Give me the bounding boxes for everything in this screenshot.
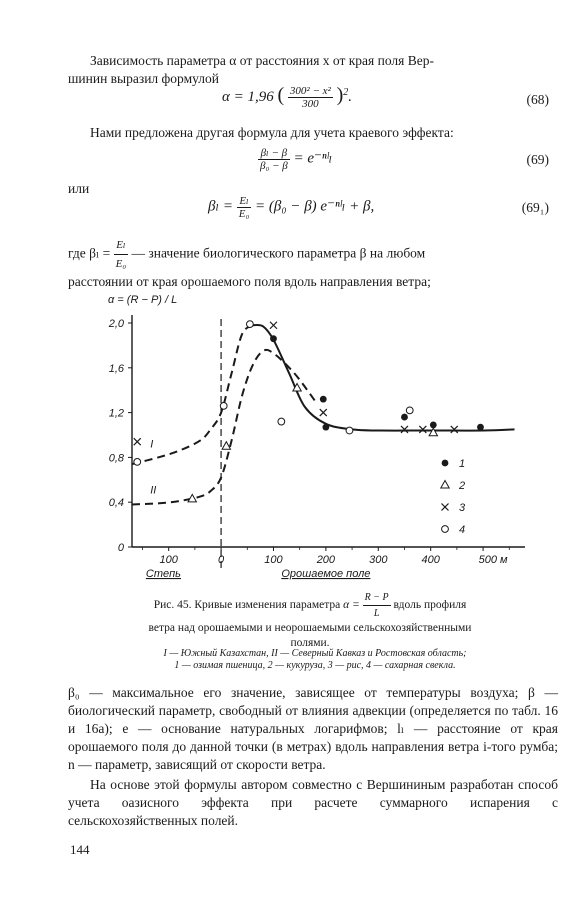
where-prefix: где βₗ = <box>68 245 111 261</box>
x-tick-label: 500 м <box>478 554 508 566</box>
x-tick-label: 0 <box>218 554 225 566</box>
eq68-lhs: α = 1,96 <box>222 89 274 105</box>
data-point-type-1 <box>322 424 329 431</box>
data-point-type-3 <box>134 438 141 445</box>
data-point-type-4 <box>406 407 413 414</box>
data-point-type-1 <box>320 396 327 403</box>
where-fraction <box>114 236 129 273</box>
eq69-fraction <box>258 146 290 172</box>
eq691-rhs: = (β₀ − β) e⁻ⁿˡₗ + β, <box>255 198 375 215</box>
y-tick-label: 1,6 <box>108 362 124 375</box>
data-point-type-1 <box>270 335 277 342</box>
eq691-number: (69₁) <box>521 200 549 215</box>
caption-alpha-fraction <box>363 590 391 621</box>
eq68-denominator: 300 <box>302 98 319 111</box>
data-point-type-4 <box>220 402 227 409</box>
data-point-type-4 <box>278 418 285 425</box>
figure-legend-note <box>100 648 530 672</box>
data-point-type-4 <box>247 321 254 328</box>
y-tick-label: 0,4 <box>108 497 124 510</box>
legend-label-4: 4 <box>459 524 466 536</box>
caption-line-2: ветра над орошаемыми и неорошаемыми сельскохозяйственными <box>148 622 472 634</box>
x-tick-label: 400 <box>421 554 440 566</box>
x-tick-label: 100 <box>159 554 178 566</box>
legend-marker-1 <box>442 460 449 467</box>
caption-line-3: полями. <box>290 637 330 649</box>
eq69-numerator: βₗ − β <box>258 146 290 160</box>
note-line-2: 1 — озимая пшеница, 2 — кукуруза, 3 — рис, 4 — сахарная свекла. <box>174 660 456 671</box>
curve-I-solid <box>253 325 515 431</box>
caption-alpha-den: L <box>373 608 380 619</box>
eq691-fraction <box>237 194 252 220</box>
legend-marker-3 <box>442 504 449 511</box>
legend-label-1: 1 <box>459 458 466 470</box>
intro-line-2: шинин выразил формулой <box>68 71 219 86</box>
eq68-number: (68) <box>526 92 549 107</box>
data-point-type-3 <box>270 322 277 329</box>
intro-line-1: Зависимость параметра α от расстояния x от края поля Вер- <box>90 53 434 68</box>
caption-line-1b: вдоль профиля <box>393 599 467 612</box>
page-number: 144 <box>70 842 90 857</box>
y-tick-label: 2,0 <box>108 318 124 330</box>
region-label-irrigated: Орошаемое поле <box>281 568 371 580</box>
data-point-type-3 <box>320 409 327 416</box>
data-point-type-4 <box>346 427 353 434</box>
y-tick-label: 1,2 <box>108 407 124 420</box>
data-point-type-1 <box>401 414 408 421</box>
eq68-fraction <box>288 85 333 110</box>
data-point-type-3 <box>451 426 458 433</box>
curve-label-II: II <box>150 484 157 497</box>
eq691-lhs: βₗ = <box>208 198 233 215</box>
caption-alpha-num: R − P <box>363 590 391 606</box>
body-paragraph-1: β₀ — максимальное его значение, зависящее от температуры воздуха; β — биологический параметр, свободный от влияния адвекции (определяется по табл. 16 и 16а); e — основание натуральных логарифмов; lₗ — расстояние от края орошаемого поля до данной точки (в метрах) вдоль направления ветра i-того румба; n — параметр, зависящий от скорости ветра. <box>68 685 558 772</box>
data-point-type-2 <box>429 428 437 436</box>
eq68-numerator: 300² − x² <box>289 85 331 98</box>
intro-paragraph <box>68 52 548 88</box>
where-numerator: Eₗ <box>114 236 129 255</box>
where-line-1: — значение биологического параметра β на любом <box>131 245 426 261</box>
data-point-type-4 <box>134 458 141 465</box>
y-tick-label: 0,8 <box>108 452 124 465</box>
proposal-paragraph: Нами предложена другая формула для учета краевого эффекта: <box>90 125 454 140</box>
legend-label-2: 2 <box>459 480 466 492</box>
figure-45-chart <box>80 285 540 585</box>
curve-II <box>132 350 315 505</box>
data-point-type-3 <box>401 426 408 433</box>
data-point-type-2 <box>188 494 196 502</box>
curve-label-I: I <box>150 438 154 451</box>
x-tick-label: 100 <box>264 554 283 566</box>
data-point-type-2 <box>222 442 230 450</box>
data-point-type-1 <box>477 424 484 431</box>
eq69-rhs: = e⁻ⁿˡₗ <box>293 150 333 167</box>
y-axis-label: α = (R − P) / L <box>108 294 178 306</box>
eq691-numerator: Eₗ <box>237 194 252 208</box>
equation-69 <box>258 146 332 172</box>
note-line-1: I — Южный Казахстан, II — Северный Кавказ и Ростовская область; <box>163 648 467 659</box>
eq68-power: 2 <box>343 87 349 98</box>
eq69-denominator: β₀ − β <box>260 160 288 172</box>
where-paragraph <box>68 236 558 291</box>
legend-label-3: 3 <box>459 502 466 514</box>
figure-caption <box>100 590 520 651</box>
equation-69-1 <box>208 194 374 220</box>
equation-68: α = 1,96 ( $\frac{\text{300² − x²}}{300}$ )$^2$. <box>222 84 352 111</box>
x-tick-label: 300 <box>369 554 388 566</box>
y-tick-label: 0 <box>117 542 124 554</box>
eq691-denominator: E₀ <box>238 208 250 220</box>
caption-alpha-lhs: α = <box>343 599 360 612</box>
caption-line-1a: Рис. 45. Кривые изменения параметра <box>153 599 341 612</box>
data-point-type-3 <box>419 426 426 433</box>
where-line-2: расстоянии от края орошаемого поля вдоль направления ветра; <box>68 274 431 289</box>
eq69-number: (69) <box>526 152 549 167</box>
legend-marker-4 <box>442 526 449 533</box>
legend-marker-2 <box>441 481 449 489</box>
body-paragraph-2: На основе этой формулы автором совместно с Вершининым разработан способ учета оазисного эффекта при расчете суммарного испарения с сельскохозяйственных полей. <box>68 777 558 828</box>
region-label-steppe: Степь <box>145 568 181 580</box>
where-denominator: E₀ <box>115 258 127 270</box>
or-word: или <box>68 181 90 196</box>
x-tick-label: 200 <box>316 554 336 566</box>
